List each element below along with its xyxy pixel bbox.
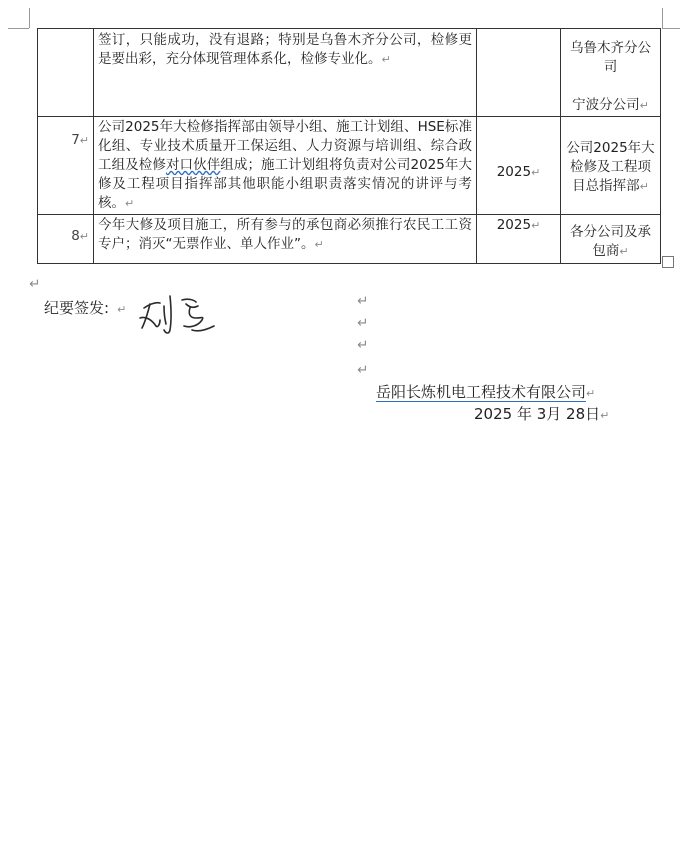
paragraph-mark: ↵ — [314, 238, 324, 251]
row-year-text: 2025 — [496, 217, 532, 233]
spacer — [565, 77, 656, 96]
row-number — [38, 29, 94, 117]
document-date — [474, 403, 609, 424]
row-year — [477, 215, 561, 264]
row-responsible — [561, 215, 661, 264]
row-content-underlined: 对口伙伴 — [165, 157, 221, 173]
row-responsible — [561, 29, 661, 117]
responsible-line-2 — [565, 96, 656, 115]
crop-mark-top-left — [29, 8, 30, 28]
row-content — [94, 215, 477, 264]
row-year — [477, 117, 561, 215]
row-responsible — [561, 117, 661, 215]
row-responsible-text: 各分公司及承包商 — [570, 224, 651, 259]
paragraph-mark: ↵ — [357, 293, 369, 309]
paragraph-mark: ↵ — [79, 230, 89, 243]
responsible-line-2-text: 宁波分公司 — [572, 97, 640, 113]
paragraph-mark: ↵ — [600, 409, 610, 422]
crop-mark-top-left-h — [8, 28, 29, 29]
paragraph-mark: ↵ — [357, 362, 369, 378]
crop-mark-top-right — [662, 8, 663, 28]
paragraph-mark: ↵ — [531, 166, 541, 179]
paragraph-mark: ↵ — [29, 276, 41, 292]
paragraph-mark: ↵ — [586, 387, 596, 400]
row-content — [94, 117, 477, 215]
handwritten-signature — [130, 290, 225, 340]
paragraph-mark: ↵ — [531, 219, 541, 232]
responsible-line-1: 乌鲁木齐分公司 — [570, 40, 651, 75]
row-content-text: 今年大修及项目施工，所有参与的承包商必须推行农民工工资专户；消灭“无票作业、单人作业”。 — [98, 217, 472, 252]
signature-label-text: 纪要签发: — [44, 299, 110, 317]
paragraph-mark: ↵ — [117, 303, 127, 316]
row-number — [38, 215, 94, 264]
row-number-text: 8 — [71, 228, 80, 244]
paragraph-mark: ↵ — [125, 197, 135, 210]
signature-label — [44, 297, 126, 318]
paragraph-mark: ↵ — [381, 53, 391, 66]
paragraph-mark: ↵ — [357, 337, 369, 353]
row-number-text: 7 — [71, 132, 80, 148]
crop-mark-top-right-h — [662, 28, 680, 29]
minutes-table — [37, 28, 661, 264]
row-number — [38, 117, 94, 215]
table-resize-handle[interactable] — [662, 256, 674, 268]
company-name — [376, 381, 595, 402]
paragraph-mark: ↵ — [639, 180, 649, 193]
company-name-text: 岳阳长炼机电工程技术有限公司 — [376, 383, 587, 401]
paragraph-mark: ↵ — [79, 134, 89, 147]
paragraph-mark: ↵ — [639, 99, 649, 112]
document-date-text: 2025 年 3月 28日 — [474, 405, 601, 423]
row-content-text-2: 组成；施工计划组将负责对公司2025年大修及工程项目指挥部其他职能小组职责落实情况的讲评与考核。 — [98, 157, 473, 211]
table-row — [38, 29, 661, 117]
row-year-text: 2025 — [496, 164, 532, 180]
table-row — [38, 215, 661, 264]
row-year — [477, 29, 561, 117]
row-responsible-text: 公司2025年大检修及工程项目总指挥部 — [566, 140, 655, 194]
row-content — [94, 29, 477, 117]
table-row — [38, 117, 661, 215]
row-content-text: 签订，只能成功，没有退路；特别是乌鲁木齐分公司，检修更是要出彩，充分体现管理体系化，检修专业化。 — [98, 32, 472, 67]
paragraph-mark: ↵ — [357, 315, 369, 331]
paragraph-mark: ↵ — [619, 245, 629, 258]
row-content-text: 公司2025年大检修指挥部由领导小组、施工计划组、HSE标准化组、专业技术质量开工保运组、人力资源与培训组、综合政工组及检修 — [98, 119, 472, 173]
